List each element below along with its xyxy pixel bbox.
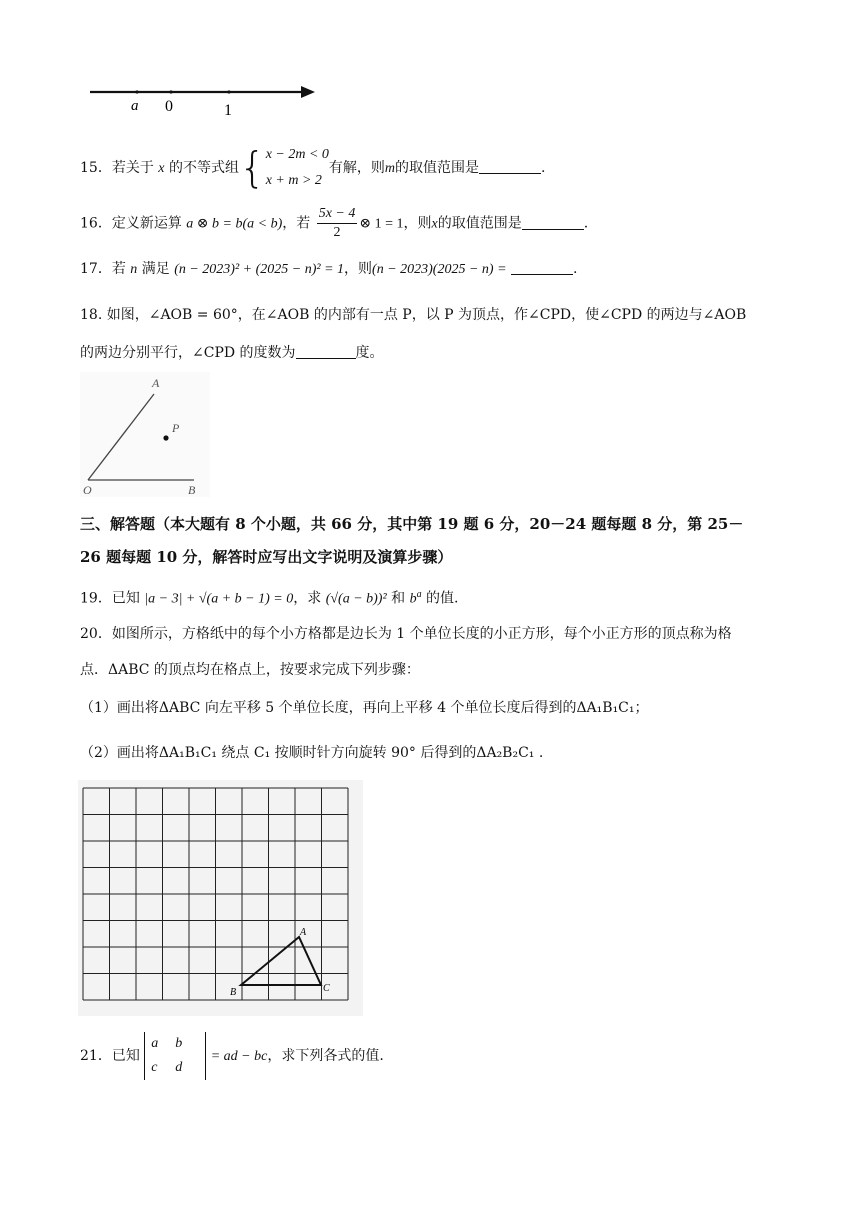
inequality-system: { x − 2m < 0 x + m > 2 [238, 143, 329, 192]
answer-blank-15[interactable] [479, 159, 541, 174]
fraction: $\frac{5x - 4}{2}$ [318, 206, 356, 240]
svg-text:P: P [172, 421, 180, 435]
q15-number: 15． [80, 160, 112, 176]
vertex-label-a: A [300, 927, 307, 938]
number-line-label-0: 0 [165, 98, 173, 115]
arrow-head-icon [301, 86, 315, 98]
answer-blank-16[interactable] [522, 215, 584, 230]
question-18-line2: 的两边分别平行，∠CPD 的度数为 度。 [80, 345, 384, 361]
number-line-label-1: 1 [224, 102, 232, 119]
point-p [163, 435, 168, 440]
question-18-line1: 18. 如图，∠AOB = 60°，在∠AOB 的内部有一点 P，以 P 为顶点，作∠CPD，使∠CPD 的两边与∠AOB [80, 307, 747, 323]
answer-blank-18[interactable] [296, 344, 356, 359]
svg-text:O: O [83, 483, 92, 497]
question-17: 17．若 n 满足 (n − 2023)² + (2025 − n)² = 1，则(n − 2023)(2025 − n) = . [80, 261, 578, 277]
question-21: 21．已知 a b c d = ad − bc，求下列各式的值. [80, 1032, 384, 1080]
question-19: 19．已知 |a − 3| + √(a + b − 1) = 0，求 (√(a − b))² 和 $b^a$ 的值. [80, 589, 459, 607]
determinant: a b c d [144, 1032, 206, 1080]
svg-text:B: B [188, 483, 196, 497]
question-16: 16．定义新运算 a ⊗ b = b(a < b)，若 $\frac{5x - 4}{2}$ ⊗ 1 = 1，则x的取值范围是 . [80, 206, 589, 240]
question-20-step2: （2）画出将ΔA₁B₁C₁ 绕点 C₁ 按顺时针方向旋转 90° 后得到的ΔA₂B₂C₁ . [80, 745, 544, 761]
question-20-line1: 20．如图所示，方格纸中的每个小方格都是边长为 1 个单位长度的小正方形，每个小正方形的顶点称为格 [80, 626, 732, 642]
question-20-step1: （1）画出将ΔABC 向左平移 5 个单位长度，再向上平移 4 个单位长度后得到的ΔA₁B₁C₁； [80, 700, 649, 716]
vertex-label-b: B [230, 987, 237, 998]
angle-aob-figure [80, 372, 210, 497]
number-line-figure [85, 75, 320, 120]
grid-paper-figure [78, 780, 363, 1016]
vertex-label-c: C [323, 983, 330, 994]
answer-blank-17[interactable] [511, 260, 573, 275]
question-15: 15．若关于 x 的不等式组 { x − 2m < 0 x + m > 2 有解，则m的取值范围是 . [80, 143, 546, 192]
section-3-heading-line1: 三、解答题（本大题有 8 个小题，共 66 分，其中第 19 题 6 分，20－24 题每题 8 分，第 25－ [80, 515, 744, 533]
question-20-line2: 点．ΔABC 的顶点均在格点上，按要求完成下列步骤： [80, 662, 420, 678]
number-line-label-a: a [131, 98, 139, 114]
inequality-1: x − 2m < 0 [265, 147, 329, 162]
inequality-2: x + m > 2 [265, 173, 322, 188]
section-3-heading-line2: 26 题每题 10 分，解答时应写出文字说明及演算步骤） [80, 548, 453, 566]
svg-text:A: A [152, 376, 160, 390]
